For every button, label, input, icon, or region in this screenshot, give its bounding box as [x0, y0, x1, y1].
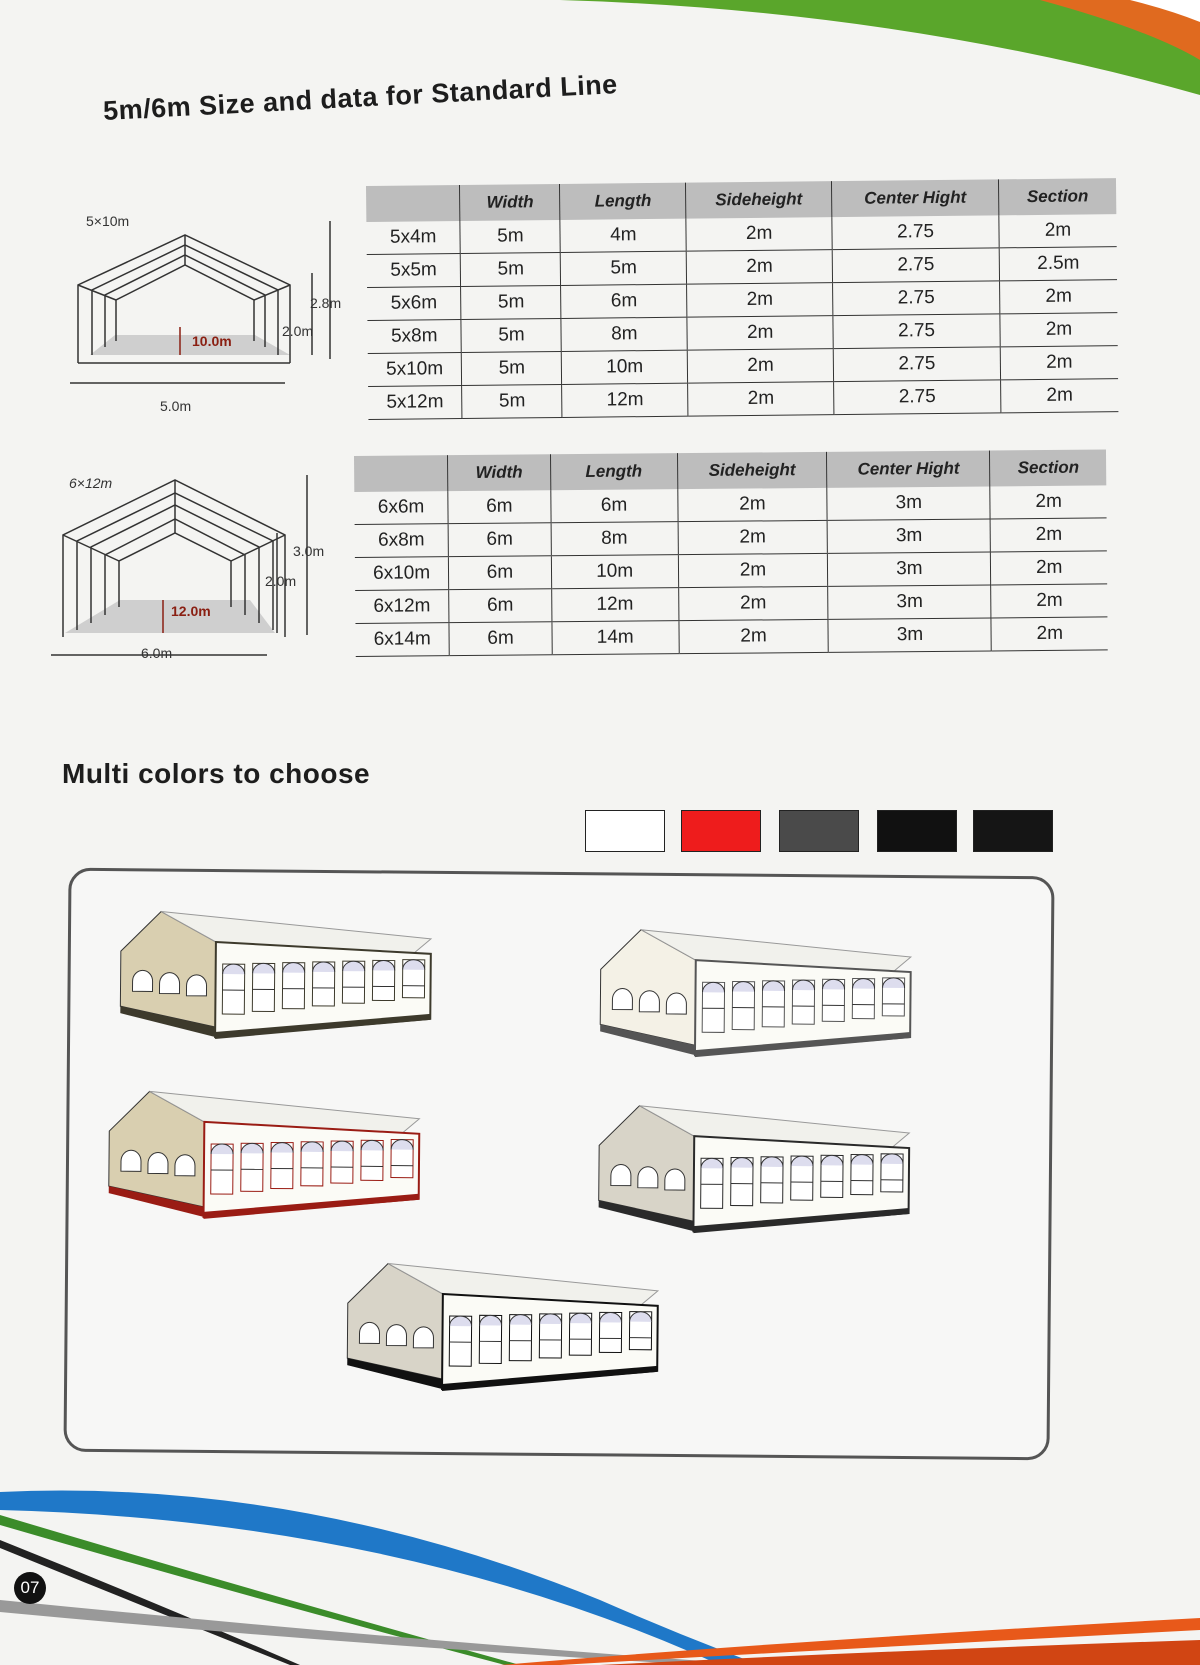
size-cell: 6x10m	[355, 557, 449, 591]
value-cell: 6m	[550, 489, 677, 523]
center-height-label: 2.8m	[310, 295, 342, 311]
spec-table-5m	[366, 178, 1118, 420]
value-cell: 3m	[828, 552, 991, 586]
table-header: Length	[560, 183, 686, 220]
value-cell: 2m	[687, 349, 833, 384]
swatch-black[interactable]	[877, 810, 957, 852]
value-cell: 4m	[560, 219, 686, 253]
value-cell: 5m	[462, 384, 562, 418]
page-title: 5m/6m Size and data for Standard Line	[102, 69, 619, 127]
tent-white	[590, 919, 931, 1072]
value-cell: 8m	[561, 317, 687, 351]
value-cell: 2m	[679, 619, 829, 653]
value-cell: 3m	[827, 486, 990, 520]
table-header	[366, 185, 460, 222]
page-number: 07	[14, 1572, 46, 1604]
size-cell: 5x12m	[368, 386, 462, 420]
value-cell: 2.75	[833, 281, 1000, 316]
size-cell: 5x5m	[367, 254, 461, 288]
value-cell: 2m	[1000, 346, 1118, 380]
value-cell: 2.5m	[999, 247, 1117, 281]
value-cell: 2.75	[833, 314, 1000, 349]
value-cell: 6m	[448, 490, 551, 523]
value-cell: 2.75	[834, 380, 1001, 415]
value-cell: 5m	[561, 251, 687, 285]
value-cell: 3m	[828, 618, 991, 652]
width-label: 5.0m	[160, 398, 192, 414]
table-header: Section	[998, 178, 1116, 215]
diagram-size-label: 6×12m	[69, 475, 113, 491]
value-cell: 10m	[551, 555, 678, 589]
table-header: Length	[550, 453, 677, 490]
swatch-grey[interactable]	[779, 810, 859, 852]
swatch-black-2[interactable]	[973, 810, 1053, 852]
tent-grey	[588, 1095, 929, 1248]
value-cell: 2.75	[833, 347, 1000, 382]
swatch-white[interactable]	[585, 810, 665, 852]
value-cell: 12m	[562, 383, 688, 417]
value-cell: 2m	[999, 214, 1117, 248]
tent-black	[337, 1253, 678, 1406]
value-cell: 5m	[461, 252, 561, 286]
width-label: 6.0m	[141, 645, 173, 661]
value-cell: 2m	[687, 283, 833, 318]
value-cell: 6m	[561, 284, 687, 318]
center-height-label: 3.0m	[293, 543, 325, 559]
value-cell: 6m	[449, 589, 552, 623]
value-cell: 5m	[461, 318, 561, 352]
tent-beige	[110, 901, 451, 1054]
tent-image	[337, 1253, 678, 1411]
table-header: Width	[460, 184, 560, 221]
tent-image	[110, 901, 451, 1059]
value-cell: 3m	[828, 585, 991, 619]
tent-diagram-5x10	[60, 215, 360, 415]
value-cell: 5m	[461, 285, 561, 319]
side-height-label: 2.0m	[282, 323, 314, 339]
tent-image	[98, 1081, 439, 1239]
tent-diagram-6x12	[45, 475, 345, 675]
value-cell: 2m	[678, 520, 828, 554]
side-height-label: 2.0m	[265, 573, 297, 589]
table-header: Width	[448, 454, 551, 491]
value-cell: 5m	[460, 220, 560, 254]
table-header: Section	[990, 449, 1106, 486]
value-cell: 2m	[678, 553, 828, 587]
value-cell: 2m	[991, 518, 1107, 552]
tent-image	[590, 919, 931, 1077]
value-cell: 3m	[827, 519, 990, 553]
value-cell: 2m	[991, 617, 1107, 651]
value-cell: 2m	[1001, 379, 1119, 413]
value-cell: 2m	[990, 485, 1106, 519]
tent-gallery	[63, 868, 1054, 1461]
table-row	[355, 617, 1107, 657]
value-cell: 5m	[462, 351, 562, 385]
size-cell: 5x10m	[368, 353, 462, 387]
size-cell: 6x14m	[355, 623, 449, 657]
table-header	[354, 455, 448, 492]
value-cell: 10m	[562, 350, 688, 384]
table-header: Sideheight	[686, 181, 832, 219]
value-cell: 2m	[686, 250, 832, 285]
value-cell: 2m	[991, 584, 1107, 618]
table-header: Center Hight	[832, 179, 999, 217]
value-cell: 2m	[687, 316, 833, 351]
length-label: 10.0m	[192, 333, 232, 349]
swatch-red[interactable]	[681, 810, 761, 852]
value-cell: 12m	[551, 588, 678, 622]
value-cell: 2.75	[832, 248, 999, 283]
size-cell: 6x8m	[355, 524, 449, 558]
diagram-size-label: 5×10m	[86, 213, 130, 229]
value-cell: 2m	[999, 280, 1117, 314]
value-cell: 2m	[678, 586, 828, 620]
value-cell: 14m	[552, 621, 679, 655]
tent-frame-drawing	[60, 215, 360, 415]
value-cell: 2m	[1000, 313, 1118, 347]
size-cell: 6x12m	[355, 590, 449, 624]
colors-heading: Multi colors to choose	[62, 758, 371, 789]
value-cell: 6m	[448, 523, 551, 557]
value-cell: 2.75	[832, 215, 999, 249]
tent-image	[588, 1095, 929, 1253]
spec-table-6m	[354, 449, 1108, 657]
size-cell: 6x6m	[354, 491, 448, 524]
table-header: Sideheight	[677, 452, 827, 489]
size-cell: 5x6m	[367, 287, 461, 321]
value-cell: 2m	[991, 551, 1107, 585]
value-cell: 8m	[551, 522, 678, 556]
value-cell: 2m	[677, 488, 827, 522]
tent-red	[98, 1081, 439, 1234]
value-cell: 2m	[686, 217, 832, 251]
size-cell: 5x8m	[367, 320, 461, 354]
value-cell: 6m	[449, 556, 552, 590]
size-cell: 5x4m	[366, 221, 460, 254]
value-cell: 2m	[688, 382, 834, 417]
value-cell: 6m	[449, 622, 552, 656]
tent-frame-drawing	[45, 475, 345, 675]
table-header: Center Hight	[827, 450, 990, 487]
length-label: 12.0m	[171, 603, 211, 619]
